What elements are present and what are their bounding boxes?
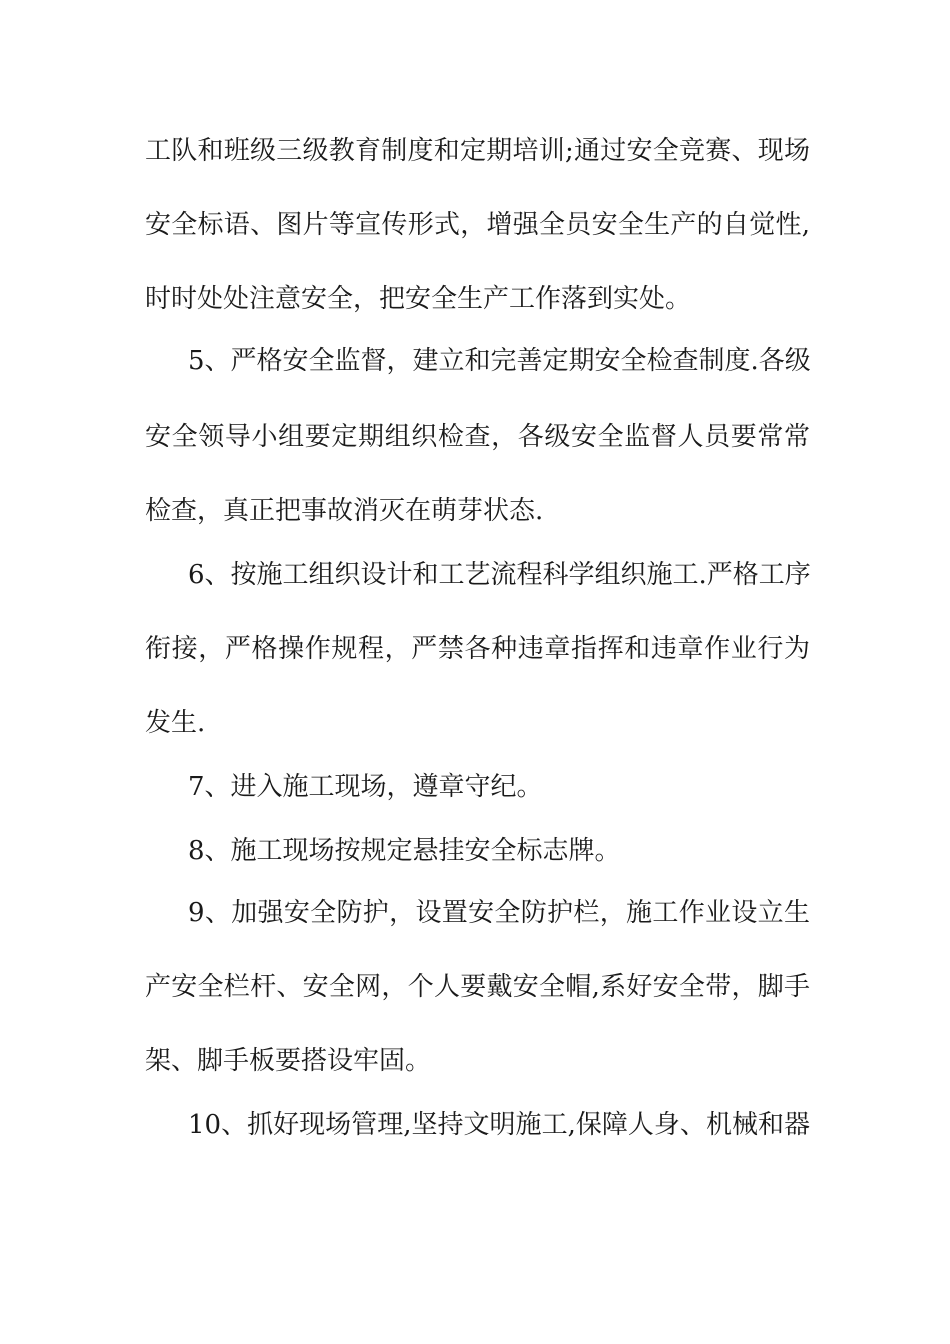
paragraph-line: 8、施工现场按规定悬挂安全标志牌。 bbox=[188, 836, 621, 866]
paragraph-line: 架、脚手板要搭设牢固。 bbox=[145, 1046, 432, 1076]
paragraph-line: 检查，真正把事故消灭在萌芽状态. bbox=[145, 496, 544, 526]
paragraph-line: 10、抓好现场管理,坚持文明施工,保障人身、机械和器 bbox=[188, 1110, 810, 1140]
paragraph-line: 7、进入施工现场，遵章守纪。 bbox=[188, 772, 543, 802]
paragraph-line: 安全标语、图片等宣传形式，增强全员安全生产的自觉性, bbox=[145, 210, 810, 240]
paragraph-line: 衔接，严格操作规程，严禁各种违章指挥和违章作业行为 bbox=[145, 634, 810, 664]
paragraph-line: 9、加强安全防护，设置安全防护栏，施工作业设立生 bbox=[188, 898, 810, 928]
paragraph-line: 5、严格安全监督，建立和完善定期安全检查制度.各级 bbox=[188, 346, 811, 376]
paragraph-line: 产安全栏杆、安全网，个人要戴安全帽,系好安全带，脚手 bbox=[145, 972, 810, 1002]
paragraph-line: 发生. bbox=[145, 708, 206, 738]
paragraph-line: 6、按施工组织设计和工艺流程科学组织施工.严格工序 bbox=[188, 560, 811, 590]
paragraph-line: 工队和班级三级教育制度和定期培训;通过安全竞赛、现场 bbox=[145, 136, 810, 166]
paragraph-line: 时时处处注意安全，把安全生产工作落到实处。 bbox=[145, 284, 692, 314]
paragraph-line: 安全领导小组要定期组织检查，各级安全监督人员要常常 bbox=[145, 422, 810, 452]
